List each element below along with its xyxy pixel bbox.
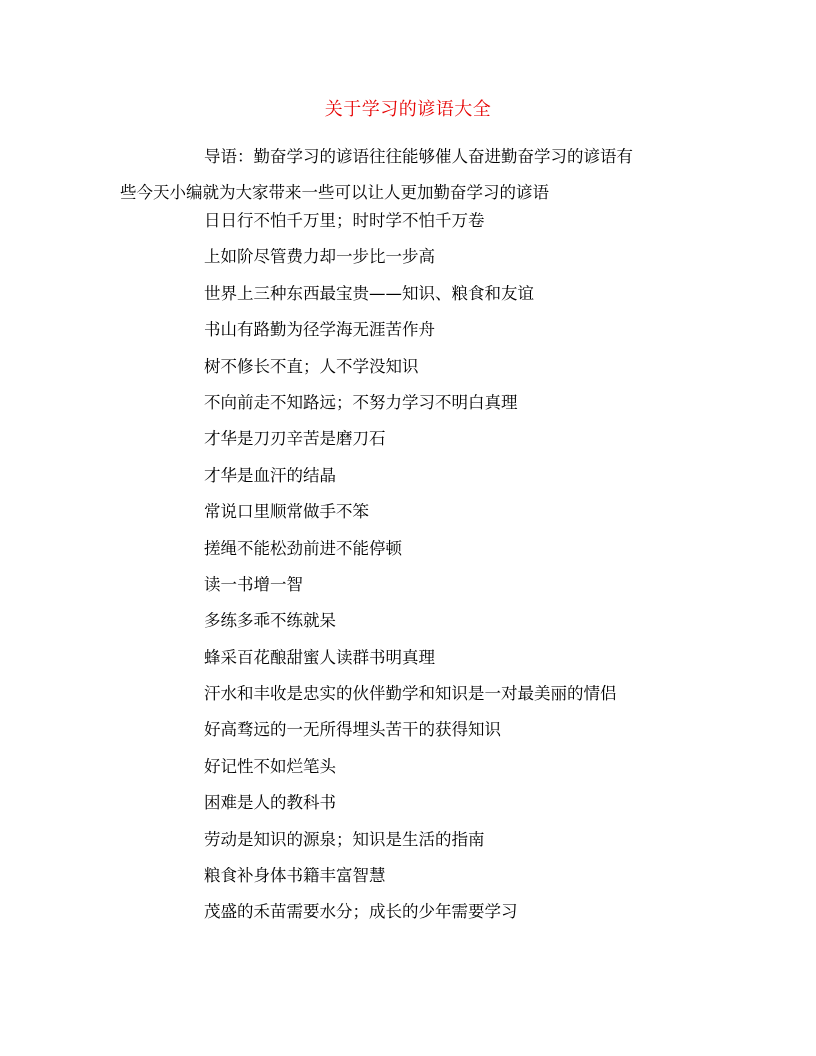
proverb-item: 不向前走不知路远；不努力学习不明白真理 <box>204 392 518 412</box>
proverb-item: 劳动是知识的源泉；知识是生活的指南 <box>204 829 485 849</box>
document-title: 关于学习的谚语大全 <box>324 99 492 120</box>
proverb-item: 日日行不怕千万里；时时学不怕千万卷 <box>204 211 485 230</box>
intro-line-1: 导语：勤奋学习的谚语往往能够催人奋进勤奋学习的谚语有 <box>204 147 633 166</box>
proverb-item: 书山有路勤为径学海无涯苦作舟 <box>204 320 435 340</box>
proverb-list <box>204 203 617 931</box>
proverb-item: 困难是人的教科书 <box>204 793 336 813</box>
intro-line-2: 些今天小编就为大家带来一些可以让人更加勤奋学习的谚语 <box>120 183 549 202</box>
proverb-item: 粮食补身体书籍丰富智慧 <box>204 866 386 886</box>
proverb-item: 茂盛的禾苗需要水分；成长的少年需要学习 <box>204 902 518 922</box>
proverb-item: 汗水和丰收是忠实的伙伴勤学和知识是一对最美丽的情侣 <box>204 684 617 704</box>
proverb-item: 才华是血汗的结晶 <box>204 465 336 485</box>
proverb-item: 多练多乖不练就呆 <box>204 611 336 631</box>
proverb-item: 蜂采百花酿甜蜜人读群书明真理 <box>204 647 435 667</box>
proverb-item: 好高骛远的一无所得埋头苦干的获得知识 <box>204 720 501 740</box>
proverb-item: 上如阶尽管费力却一步比一步高 <box>204 247 435 267</box>
proverb-item: 树不修长不直；人不学没知识 <box>204 356 419 376</box>
proverb-item: 好记性不如烂笔头 <box>204 756 336 776</box>
proverb-item: 搓绳不能松劲前进不能停顿 <box>204 538 402 558</box>
proverb-item: 读一书增一智 <box>204 574 303 594</box>
proverb-item: 世界上三种东西最宝贵——知识、粮食和友谊 <box>204 283 534 303</box>
proverb-item: 才华是刀刃辛苦是磨刀石 <box>204 429 386 449</box>
intro-paragraph <box>120 139 700 211</box>
proverb-item: 常说口里顺常做手不笨 <box>204 502 369 522</box>
